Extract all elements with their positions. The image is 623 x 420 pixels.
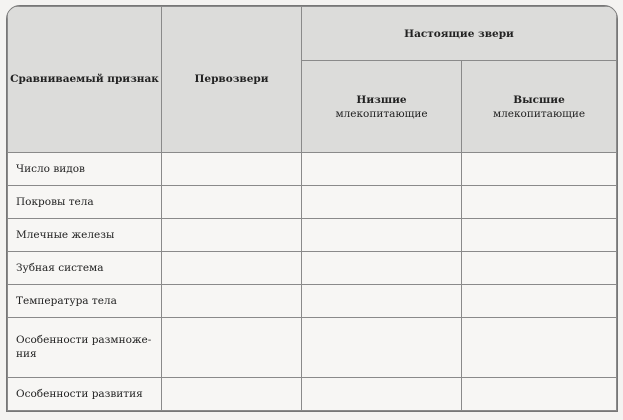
table-row [8, 284, 617, 317]
row-label: Зубная система [8, 251, 162, 284]
empty-cell[interactable] [162, 218, 302, 251]
header-higher [462, 61, 617, 152]
empty-cell[interactable] [302, 317, 462, 377]
empty-cell[interactable] [462, 218, 617, 251]
empty-cell[interactable] [302, 377, 462, 410]
empty-cell[interactable] [302, 284, 462, 317]
table-row [8, 185, 617, 218]
header-prototheria: Первозвери [162, 7, 302, 153]
empty-cell[interactable] [162, 152, 302, 185]
header-theria: Настоящие звери [302, 7, 617, 61]
header-lower-title: Низшие [356, 93, 407, 106]
empty-cell[interactable] [162, 185, 302, 218]
row-label: Температура тела [8, 284, 162, 317]
table-row [8, 317, 617, 377]
row-label: Особенности развития [8, 377, 162, 410]
table-row [8, 377, 617, 410]
empty-cell[interactable] [302, 152, 462, 185]
table-row [8, 152, 617, 185]
empty-cell[interactable] [462, 152, 617, 185]
table-row [8, 251, 617, 284]
empty-cell[interactable] [162, 377, 302, 410]
empty-cell[interactable] [462, 317, 617, 377]
row-label: Покровы тела [8, 185, 162, 218]
row-label: Особенности размноже-ния [8, 317, 162, 377]
empty-cell[interactable] [162, 251, 302, 284]
header-lower-sub: млекопитающие [335, 107, 428, 120]
empty-cell[interactable] [302, 218, 462, 251]
table-row [8, 218, 617, 251]
empty-cell[interactable] [162, 317, 302, 377]
header-higher-sub: млекопитающие [492, 107, 586, 120]
header-feature: Сравниваемый признак [8, 7, 162, 153]
empty-cell[interactable] [302, 251, 462, 284]
empty-cell[interactable] [462, 251, 617, 284]
empty-cell[interactable] [462, 377, 617, 410]
empty-cell[interactable] [462, 284, 617, 317]
empty-cell[interactable] [162, 284, 302, 317]
comparison-table [6, 5, 618, 412]
row-label: Млечные железы [8, 218, 162, 251]
row-label: Число видов [8, 152, 162, 185]
header-higher-title: Высшие [513, 93, 565, 106]
empty-cell[interactable] [462, 185, 617, 218]
empty-cell[interactable] [302, 185, 462, 218]
header-lower [302, 61, 462, 152]
